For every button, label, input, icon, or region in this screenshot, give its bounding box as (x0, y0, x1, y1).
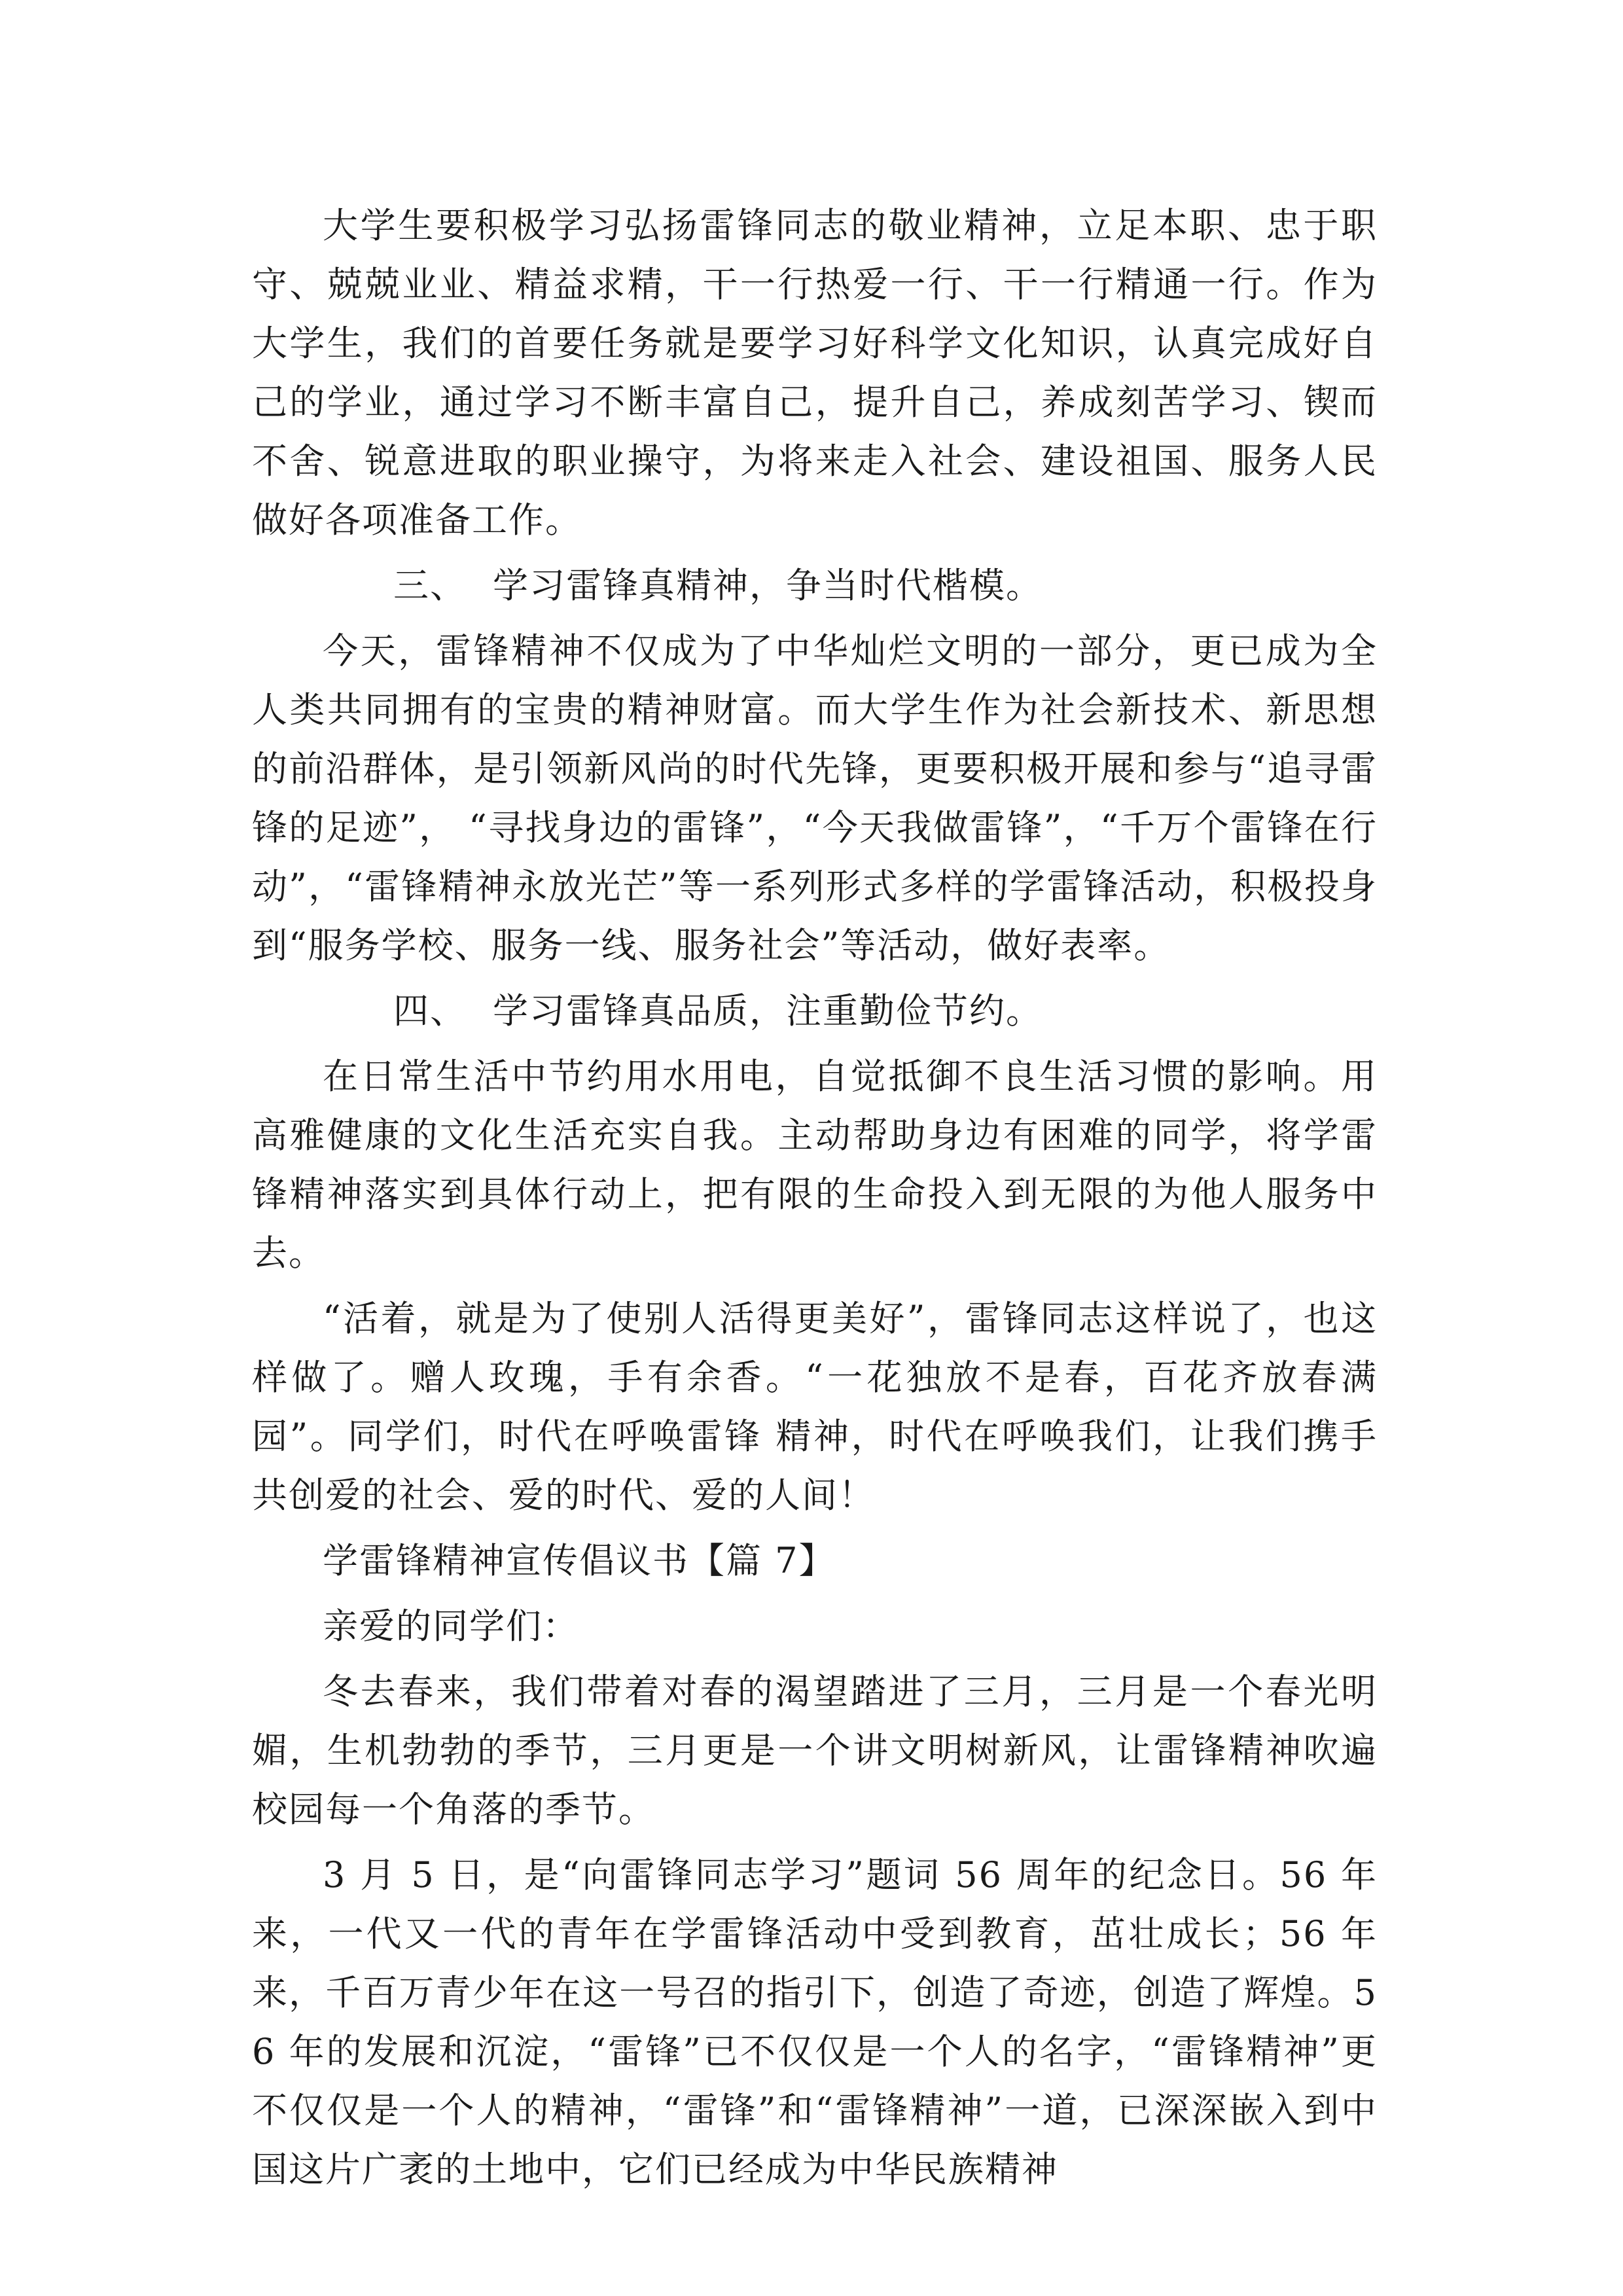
document-body (252, 196, 1378, 2206)
section-title: 学习雷锋真精神，争当时代楷模。 (493, 565, 1043, 606)
section-number: 三、 (393, 565, 467, 606)
paragraph-frugality: 在日常生活中节约用水用电，自觉抵御不良生活习惯的影响。用高雅健康的文化生活充实自我。主动帮助身边有困难的同学，将学雷锋精神落实到具体行动上，把有限的生命投入到无限的为他人服务中去。 (252, 1056, 1378, 1274)
section-heading-4 (252, 982, 1378, 1041)
paragraph-spirit: 今天，雷锋精神不仅成为了中华灿烂文明的一部分，更已成为全人类共同拥有的宝贵的精神财富。而大学生作为社会新技术、新思想的前沿群体，是引领新风尚的时代先锋，更要积极开展和参与“追寻雷锋的足迹”， “寻找身边的雷锋”，“今天我做雷锋”，“千万个雷锋在行动”，“雷锋精神永放光芒”等一系列形式多样的学雷锋活动，积极投身到“服务学校、服务一线、服务社会”等活动，做好表率。 (252, 630, 1378, 966)
paragraph-march: 冬去春来，我们带着对春的渴望踏进了三月，三月是一个春光明媚，生机勃勃的季节，三月更是一个讲文明树新风，让雷锋精神吹遍校园每一个角落的季节。 (252, 1671, 1378, 1830)
paragraph-quote: “活着，就是为了使别人活得更美好”，雷锋同志这样说了，也这样做了。赠人玫瑰，手有余香。“一花独放不是春，百花齐放春满园”。同学们，时代在呼唤雷锋 精神，时代在呼唤我们，让我们携手共创爱的社会、爱的时代、爱的人间！ (252, 1298, 1378, 1516)
paragraph-work-ethic: 大学生要积极学习弘扬雷锋同志的敬业精神，立足本职、忠于职守、兢兢业业、精益求精，干一行热爱一行、干一行精通一行。作为大学生，我们的首要任务就是要学习好科学文化知识，认真完成好自己的学业，通过学习不断丰富自己，提升自己，养成刻苦学习、锲而不舍、锐意进取的职业操守，为将来走入社会、建设祖国、服务人民做好各项准备工作。 (252, 205, 1378, 541)
article-title: 学雷锋精神宣传倡议书【篇 7】 (323, 1540, 836, 1581)
section-title: 学习雷锋真品质，注重勤俭节约。 (493, 990, 1043, 1031)
paragraph-anniversary: 3 月 5 日，是“向雷锋同志学习”题词 56 周年的纪念日。56 年来，一代又一代的青年在学雷锋活动中受到教育，茁壮成长；56 年来，千百万青少年在这一号召的指引下，创造了奇迹，创造了辉煌。56 年的发展和沉淀，“雷锋”已不仅仅是一个人的名字，“雷锋精神”更不仅仅是一个人的精神，“雷锋”和“雷锋精神”一道，已深深嵌入到中国这片广袤的土地中，它们已经成为中华民族精神 (252, 1854, 1378, 2190)
section-number: 四、 (393, 990, 467, 1031)
section-heading-3 (252, 556, 1378, 615)
salutation: 亲爱的同学们： (323, 1605, 579, 1647)
